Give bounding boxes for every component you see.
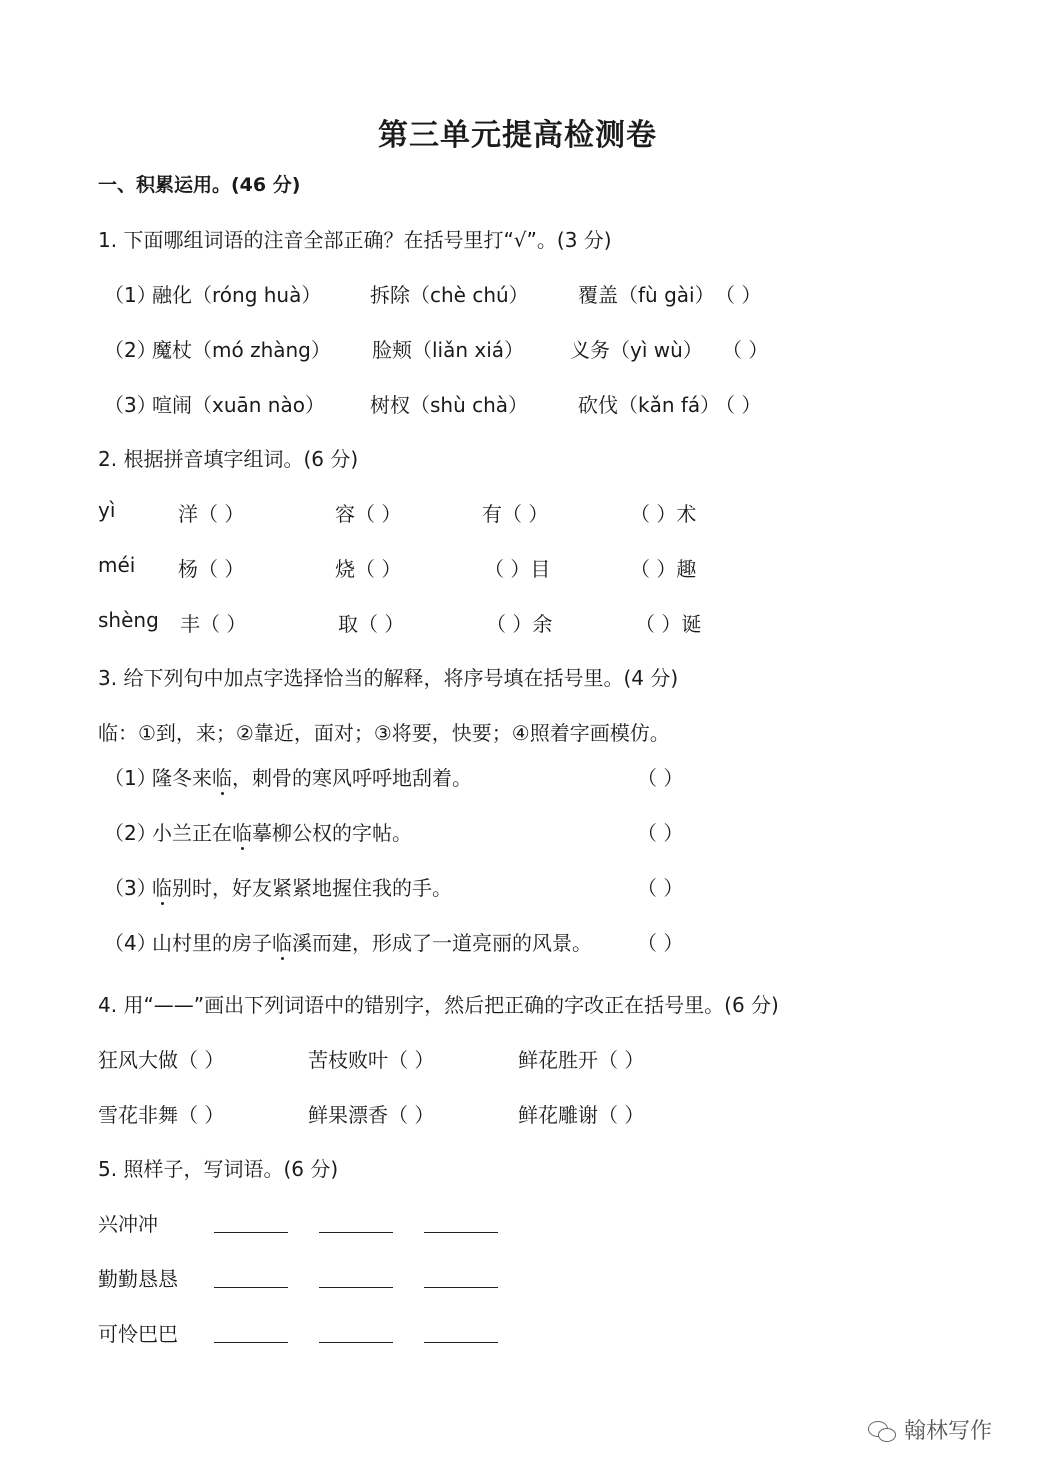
q3-sentence xyxy=(152,817,412,846)
q1-row-label: （2） xyxy=(104,338,157,362)
q2-pinyin: shèng xyxy=(98,608,159,632)
q3-row-label: （3） xyxy=(104,876,157,900)
q4-word: 鲜花雕谢（ ） xyxy=(518,1103,645,1127)
q1-heading: 1. 下面哪组词语的注音全部正确？在括号里打“√”。(3 分) xyxy=(98,228,612,252)
q3-sentence-post: 溪而建，形成了一道亮丽的风景。 xyxy=(292,931,592,955)
q4-word: 鲜果漂香（ ） xyxy=(308,1103,435,1127)
watermark-text: 翰林写作 xyxy=(904,1419,993,1444)
q2-cell-3: 有（ ） xyxy=(482,502,549,526)
q4-word: 鲜花胜开（ ） xyxy=(518,1048,645,1072)
q1-word-3: 义务（yì wù） xyxy=(570,338,703,362)
dotted-char: 临 xyxy=(272,931,292,955)
q1-answer-paren: （ ） xyxy=(715,283,762,307)
section-1-heading: 一、积累运用。(46 分) xyxy=(98,174,301,196)
answer-blank[interactable] xyxy=(319,1214,393,1233)
q1-row-label: （3） xyxy=(104,393,157,417)
q5-example-word: 可怜巴巴 xyxy=(98,1322,178,1346)
answer-blank[interactable] xyxy=(214,1269,288,1288)
q2-cell-1: 洋（ ） xyxy=(178,502,245,526)
answer-blank[interactable] xyxy=(319,1324,393,1343)
q1-word-1: 魔杖（mó zhàng） xyxy=(152,338,331,362)
q5-example-word: 兴冲冲 xyxy=(98,1212,158,1236)
q1-word-2: 拆除（chè chú） xyxy=(370,283,529,307)
q3-answer-paren: （ ） xyxy=(637,876,684,900)
answer-blank[interactable] xyxy=(424,1324,498,1343)
q3-sentence-post: ，刺骨的寒风呼呼地刮着。 xyxy=(232,766,472,790)
q1-word-3: 覆盖（fù gài） xyxy=(578,283,715,307)
q1-word-3: 砍伐（kǎn fá） xyxy=(578,393,721,417)
dotted-char: 临 xyxy=(212,766,232,790)
watermark xyxy=(868,1414,992,1445)
answer-blank[interactable] xyxy=(319,1269,393,1288)
answer-blank[interactable] xyxy=(424,1269,498,1288)
q5-example-word: 勤勤恳恳 xyxy=(98,1267,178,1291)
q2-heading: 2. 根据拼音填字组词。(6 分) xyxy=(98,447,359,471)
q2-cell-4: （ ）术 xyxy=(630,502,697,526)
q3-sentence xyxy=(152,872,452,901)
q2-cell-4: （ ）诞 xyxy=(635,612,702,636)
q3-sentence xyxy=(152,927,592,956)
q1-row-label: （1） xyxy=(104,283,157,307)
q5-heading: 5. 照样子，写词语。(6 分) xyxy=(98,1157,339,1181)
q3-sentence xyxy=(152,762,472,791)
q3-answer-paren: （ ） xyxy=(637,821,684,845)
q2-cell-1: 丰（ ） xyxy=(180,612,247,636)
answer-blank[interactable] xyxy=(214,1324,288,1343)
q2-cell-2: 烧（ ） xyxy=(335,557,402,581)
page-title: 第三单元提高检测卷 xyxy=(378,118,657,153)
q3-row-label: （1） xyxy=(104,766,157,790)
dotted-char: 临 xyxy=(152,876,172,900)
q4-word: 苦枝败叶（ ） xyxy=(308,1048,435,1072)
q1-word-1: 融化（róng huà） xyxy=(152,283,322,307)
dotted-char: 临 xyxy=(232,821,252,845)
q4-word: 狂风大做（ ） xyxy=(98,1048,225,1072)
q3-sentence-pre: 小兰正在 xyxy=(152,821,232,845)
q2-cell-4: （ ）趣 xyxy=(630,557,697,581)
wechat-icon xyxy=(868,1421,898,1443)
q3-answer-paren: （ ） xyxy=(637,766,684,790)
q2-cell-2: 容（ ） xyxy=(335,502,402,526)
answer-blank[interactable] xyxy=(424,1214,498,1233)
q3-row-label: （4） xyxy=(104,931,157,955)
q3-definitions: 临：①到，来；②靠近，面对；③将要，快要；④照着字画模仿。 xyxy=(98,721,670,745)
q3-row-label: （2） xyxy=(104,821,157,845)
q1-word-2: 树杈（shù chà） xyxy=(370,393,529,417)
q3-sentence-pre: 山村里的房子 xyxy=(152,931,272,955)
q1-word-1: 喧闹（xuān nào） xyxy=(152,393,325,417)
q2-cell-1: 杨（ ） xyxy=(178,557,245,581)
q1-word-2: 脸颊（liǎn xiá） xyxy=(372,338,525,362)
q4-heading: 4. 用“——”画出下列词语中的错别字，然后把正确的字改正在括号里。(6 分) xyxy=(98,993,779,1017)
answer-blank[interactable] xyxy=(214,1214,288,1233)
q3-answer-paren: （ ） xyxy=(637,931,684,955)
q4-word: 雪花非舞（ ） xyxy=(98,1103,225,1127)
q3-sentence-post: 别时，好友紧紧地握住我的手。 xyxy=(172,876,452,900)
q2-pinyin: yì xyxy=(98,498,116,522)
q3-sentence-post: 摹柳公权的字帖。 xyxy=(252,821,412,845)
q2-cell-3: （ ）余 xyxy=(486,612,553,636)
q2-cell-3: （ ）目 xyxy=(484,557,551,581)
q2-cell-2: 取（ ） xyxy=(338,612,405,636)
q1-answer-paren: （ ） xyxy=(715,393,762,417)
q2-pinyin: méi xyxy=(98,553,136,577)
q3-sentence-pre: 隆冬来 xyxy=(152,766,212,790)
q3-heading: 3. 给下列句中加点字选择恰当的解释，将序号填在括号里。(4 分) xyxy=(98,666,679,690)
q1-answer-paren: （ ） xyxy=(722,338,769,362)
